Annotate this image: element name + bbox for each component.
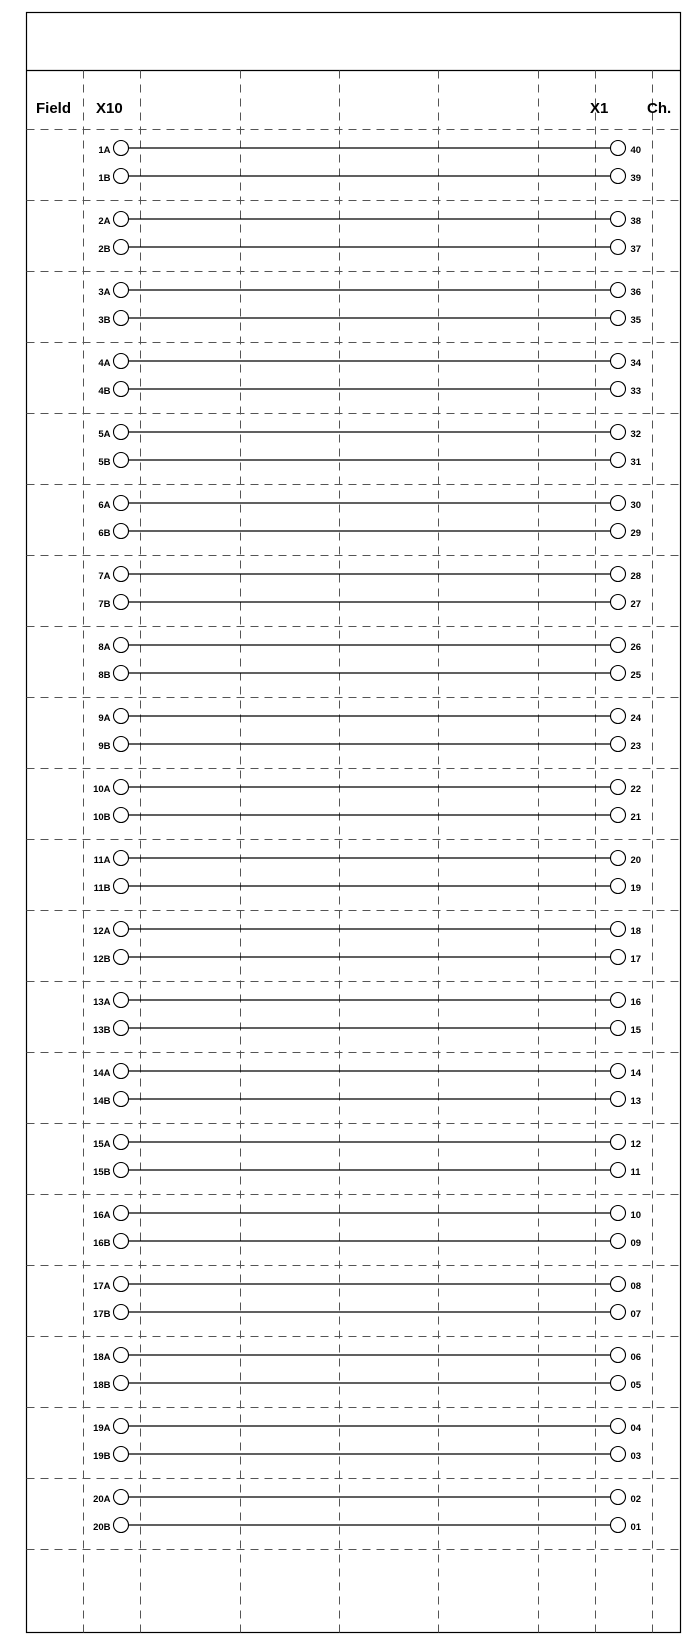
x1-terminal: [611, 1163, 626, 1178]
wire-row: [93, 1419, 642, 1435]
x10-terminal: [114, 425, 129, 440]
x10-pin-label: 15A: [93, 1139, 111, 1150]
x1-pin-label: 14: [630, 1068, 642, 1079]
x10-terminal: [114, 524, 129, 539]
x10-terminal: [114, 1518, 129, 1533]
x10-terminal: [114, 496, 129, 511]
header-ch-label: Ch.: [647, 100, 672, 117]
x1-terminal: [611, 1021, 626, 1036]
x1-pin-label: 17: [630, 954, 642, 965]
x1-pin-label: 32: [630, 429, 642, 440]
x10-pin-label: 14A: [93, 1068, 111, 1079]
x10-pin-label: 5A: [98, 429, 111, 440]
x1-pin-label: 34: [630, 358, 642, 369]
wire-row: [94, 851, 641, 867]
x1-pin-label: 21: [630, 812, 642, 823]
x10-terminal: [114, 851, 129, 866]
x1-terminal: [611, 666, 626, 681]
x1-terminal: [611, 1376, 626, 1391]
wire-row: [98, 425, 641, 441]
wire-row: [98, 737, 641, 753]
wire-row: [98, 453, 641, 469]
x10-terminal: [114, 1376, 129, 1391]
x1-terminal: [611, 1518, 626, 1533]
x10-pin-label: 19B: [93, 1451, 111, 1462]
x1-pin-label: 09: [630, 1238, 642, 1249]
x1-pin-label: 22: [630, 784, 642, 795]
x1-terminal: [611, 311, 626, 326]
x1-pin-label: 15: [630, 1025, 642, 1036]
x10-pin-label: 18B: [93, 1380, 111, 1391]
wire-row: [93, 1518, 642, 1534]
x10-terminal: [114, 1163, 129, 1178]
x10-pin-label: 13B: [93, 1025, 111, 1036]
x1-terminal: [611, 212, 626, 227]
wire-row: [98, 524, 641, 540]
x10-terminal: [114, 1135, 129, 1150]
x1-terminal: [611, 141, 626, 156]
x1-terminal: [611, 1135, 626, 1150]
x10-terminal: [114, 922, 129, 937]
wire-row: [98, 354, 641, 370]
x10-terminal: [114, 141, 129, 156]
x10-pin-label: 12A: [93, 926, 111, 937]
x1-pin-label: 08: [630, 1281, 642, 1292]
x1-terminal: [611, 1348, 626, 1363]
x1-terminal: [611, 1447, 626, 1462]
wire-row: [98, 638, 641, 654]
x1-pin-label: 19: [630, 883, 642, 894]
x1-terminal: [611, 922, 626, 937]
wire-row: [93, 1277, 641, 1293]
x1-terminal: [611, 1305, 626, 1320]
x10-pin-label: 14B: [93, 1096, 111, 1107]
wire-row: [98, 240, 641, 256]
wire-row: [93, 780, 641, 796]
x1-pin-label: 04: [630, 1423, 642, 1434]
wire-row: [98, 595, 641, 611]
x10-pin-label: 12B: [93, 954, 111, 965]
x1-terminal: [611, 737, 626, 752]
wire-row: [98, 212, 641, 228]
wire-row: [93, 950, 641, 966]
x1-pin-label: 31: [630, 457, 642, 468]
wire-row: [93, 1064, 642, 1080]
wire-row: [98, 141, 641, 157]
x10-terminal: [114, 1092, 129, 1107]
x1-terminal: [611, 1092, 626, 1107]
x1-pin-label: 16: [630, 997, 642, 1008]
x1-terminal: [611, 496, 626, 511]
x10-pin-label: 10B: [93, 812, 111, 823]
x10-terminal: [114, 311, 129, 326]
x1-terminal: [611, 950, 626, 965]
wire-row: [93, 1021, 642, 1037]
x1-pin-label: 30: [630, 500, 642, 511]
x10-pin-label: 2A: [98, 216, 111, 227]
x1-terminal: [611, 567, 626, 582]
wire-row: [93, 1135, 641, 1151]
x1-pin-label: 03: [630, 1451, 642, 1462]
x10-terminal: [114, 709, 129, 724]
x1-pin-label: 13: [630, 1096, 642, 1107]
x10-pin-label: 8A: [98, 642, 111, 653]
wire-row: [93, 922, 641, 938]
x1-pin-label: 23: [630, 741, 642, 752]
x1-terminal: [611, 524, 626, 539]
x1-pin-label: 05: [630, 1380, 642, 1391]
x1-terminal: [611, 638, 626, 653]
x10-pin-label: 3B: [98, 315, 111, 326]
x1-pin-label: 36: [630, 287, 642, 298]
wire-row: [93, 1163, 641, 1179]
x10-terminal: [114, 1206, 129, 1221]
x10-terminal: [114, 638, 129, 653]
x10-terminal: [114, 169, 129, 184]
x10-terminal: [114, 1021, 129, 1036]
wire-row: [98, 283, 641, 299]
x10-pin-label: 17A: [93, 1281, 111, 1292]
x10-pin-label: 18A: [93, 1352, 111, 1363]
x10-terminal: [114, 1234, 129, 1249]
wire-row: [93, 1092, 641, 1108]
x1-terminal: [611, 1277, 626, 1292]
x10-pin-label: 4A: [98, 358, 111, 369]
wire-row: [98, 382, 641, 398]
wire-row: [98, 567, 641, 583]
x10-pin-label: 11B: [93, 883, 111, 894]
x1-pin-label: 27: [630, 599, 642, 610]
x1-pin-label: 01: [630, 1522, 642, 1533]
x1-terminal: [611, 851, 626, 866]
x10-terminal: [114, 595, 129, 610]
x10-terminal: [114, 737, 129, 752]
x10-pin-label: 7A: [98, 571, 111, 582]
wire-row: [98, 709, 641, 725]
x1-pin-label: 11: [630, 1167, 641, 1178]
x10-pin-label: 1A: [98, 145, 111, 156]
wire-row: [93, 1447, 641, 1463]
wire-row: [93, 1234, 641, 1250]
x10-pin-label: 11A: [93, 855, 111, 866]
wire-row: [98, 496, 641, 512]
wire-row: [93, 1305, 641, 1321]
x10-pin-label: 17B: [93, 1309, 111, 1320]
x10-terminal: [114, 354, 129, 369]
x1-terminal: [611, 425, 626, 440]
x1-terminal: [611, 382, 626, 397]
x10-pin-label: 7B: [98, 599, 111, 610]
x10-terminal: [114, 1490, 129, 1505]
x10-pin-label: 16B: [93, 1238, 111, 1249]
header-field-label: Field: [36, 100, 72, 117]
x10-terminal: [114, 382, 129, 397]
x1-pin-label: 40: [630, 145, 642, 156]
x10-terminal: [114, 1305, 129, 1320]
x1-pin-label: 26: [630, 642, 642, 653]
header-x1-label: X1: [590, 100, 609, 117]
wire-row: [93, 993, 641, 1009]
x10-pin-label: 1B: [98, 173, 111, 184]
x10-pin-label: 3A: [98, 287, 111, 298]
x1-pin-label: 20: [630, 855, 642, 866]
x10-pin-label: 5B: [98, 457, 111, 468]
x10-terminal: [114, 567, 129, 582]
x1-pin-label: 38: [630, 216, 642, 227]
x1-pin-label: 35: [630, 315, 642, 326]
x10-terminal: [114, 993, 129, 1008]
x10-pin-label: 10A: [93, 784, 111, 795]
x10-terminal: [114, 240, 129, 255]
wire-row: [93, 808, 642, 824]
x10-pin-label: 15B: [93, 1167, 111, 1178]
wire-connections: [93, 141, 642, 1534]
x10-pin-label: 2B: [98, 244, 111, 255]
x10-pin-label: 13A: [93, 997, 111, 1008]
x10-terminal: [114, 950, 129, 965]
x1-pin-label: 07: [630, 1309, 642, 1320]
x10-pin-label: 9A: [98, 713, 111, 724]
wire-row: [94, 879, 641, 895]
x10-terminal: [114, 780, 129, 795]
x1-terminal: [611, 780, 626, 795]
x10-terminal: [114, 1447, 129, 1462]
x1-terminal: [611, 283, 626, 298]
x1-pin-label: 18: [630, 926, 642, 937]
x1-terminal: [611, 709, 626, 724]
x1-pin-label: 33: [630, 386, 642, 397]
x10-terminal: [114, 879, 129, 894]
x10-terminal: [114, 212, 129, 227]
x10-pin-label: 8B: [98, 670, 111, 681]
x1-pin-label: 25: [630, 670, 642, 681]
wire-row: [98, 666, 641, 682]
x1-terminal: [611, 453, 626, 468]
x1-pin-label: 24: [630, 713, 642, 724]
x10-pin-label: 6A: [98, 500, 111, 511]
x10-pin-label: 9B: [98, 741, 111, 752]
x10-terminal: [114, 1348, 129, 1363]
wire-row: [93, 1348, 641, 1364]
x10-terminal: [114, 1419, 129, 1434]
wire-row: [98, 169, 641, 185]
x1-pin-label: 29: [630, 528, 642, 539]
x1-terminal: [611, 1206, 626, 1221]
x1-terminal: [611, 993, 626, 1008]
x1-pin-label: 12: [630, 1139, 642, 1150]
x1-terminal: [611, 169, 626, 184]
wire-row: [93, 1206, 641, 1222]
x1-terminal: [611, 595, 626, 610]
x10-pin-label: 6B: [98, 528, 111, 539]
x10-pin-label: 20B: [93, 1522, 111, 1533]
x10-pin-label: 4B: [98, 386, 111, 397]
x10-pin-label: 16A: [93, 1210, 111, 1221]
wire-row: [93, 1490, 641, 1506]
x10-terminal: [114, 1064, 129, 1079]
x1-terminal: [611, 1064, 626, 1079]
x1-pin-label: 02: [630, 1494, 642, 1505]
wire-row: [93, 1376, 642, 1392]
x1-terminal: [611, 808, 626, 823]
x10-terminal: [114, 283, 129, 298]
x1-terminal: [611, 879, 626, 894]
x1-terminal: [611, 240, 626, 255]
x10-pin-label: 19A: [93, 1423, 111, 1434]
x10-terminal: [114, 808, 129, 823]
x10-terminal: [114, 453, 129, 468]
header-x10-label: X10: [96, 100, 123, 117]
x10-terminal: [114, 1277, 129, 1292]
wire-row: [98, 311, 641, 327]
x1-pin-label: 28: [630, 571, 642, 582]
x1-terminal: [611, 1490, 626, 1505]
x1-pin-label: 39: [630, 173, 642, 184]
x1-terminal: [611, 1234, 626, 1249]
x1-terminal: [611, 354, 626, 369]
x1-pin-label: 37: [630, 244, 642, 255]
x10-terminal: [114, 666, 129, 681]
x1-terminal: [611, 1419, 626, 1434]
x1-pin-label: 06: [630, 1352, 642, 1363]
x1-pin-label: 10: [630, 1210, 642, 1221]
x10-pin-label: 20A: [93, 1494, 111, 1505]
